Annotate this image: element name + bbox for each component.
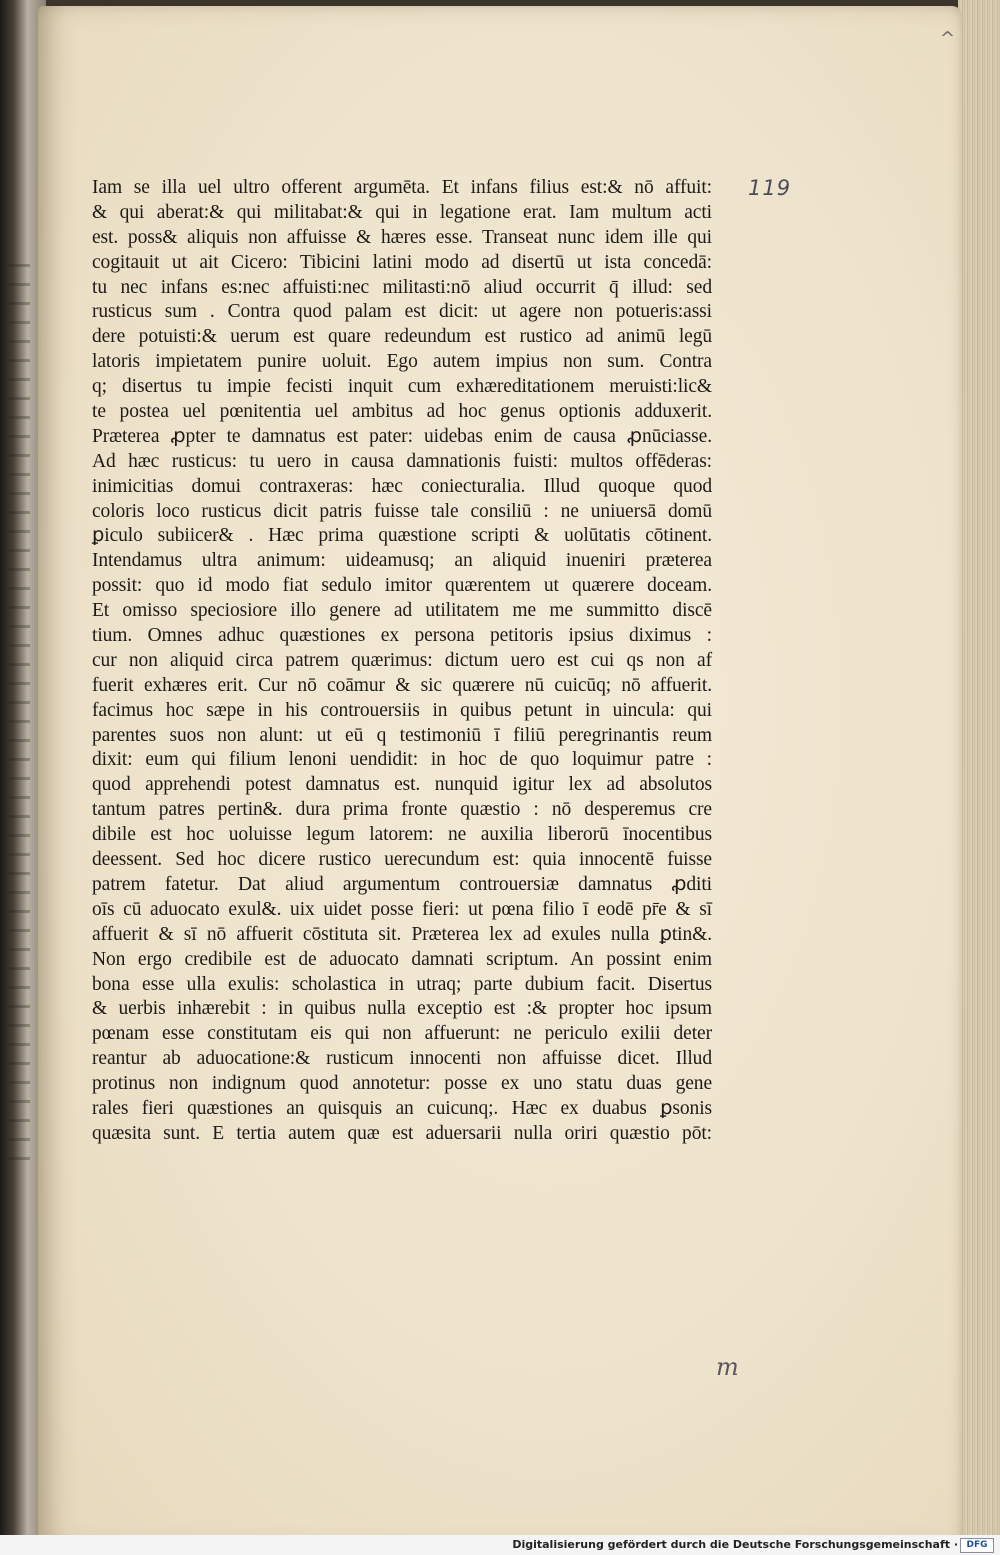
text-line: quæsita sunt. E tertia autem quæ est aduersarii nulla oriri quæstio pōt: xyxy=(92,1122,712,1144)
dfg-logo: DFG xyxy=(960,1538,994,1553)
text-line: facimus hoc sæpe in his controuersiis in quibus petunt in uincula: qui xyxy=(92,699,712,721)
text-line: inimicitias domui contraxeras: hæc coniecturalia. Illud quoque quod xyxy=(92,475,712,497)
previous-page-edge xyxy=(8,260,30,1160)
text-line: dibile est hoc uoluisse legum latorem: ne auxilia liberorū īnocentibus xyxy=(92,824,712,846)
text-line: possit: quo id modo fiat sedulo imitor quærentem ut quærere doceam. xyxy=(92,575,712,597)
text-line: tu nec infans es:nec affuisti:nec militasti:nō aliud occurrit q̄ illud: sed xyxy=(92,276,712,298)
text-line: Non ergo credibile est de aduocato damnati scriptum. An possint enim xyxy=(92,948,712,970)
text-line: Iam se illa uel ultro offerent argumēta. Et infans filius est:& nō affuit: xyxy=(92,177,712,198)
text-line: & uerbis inhærebit : in quibus nulla exceptio est :& propter hoc ipsum xyxy=(92,998,712,1020)
page-stack-edge xyxy=(958,0,1000,1555)
text-line: rusticus sum . Contra quod palam est dicit: ut agere non potueris:assi xyxy=(92,301,712,323)
text-line: Ad hæc rusticus: tu uero in causa damnationis fuisti: multos offēderas: xyxy=(92,450,712,472)
text-line: rales fieri quæstiones an quisquis an cuicunq;. Hæc ex duabus ꝑsonis xyxy=(92,1097,712,1119)
text-line: latoris impietatem punire uoluit. Ego autem impius non sum. Contra xyxy=(92,351,712,373)
folio-number: 119 xyxy=(748,176,792,200)
text-line: parentes suos non alunt: ut eū q testimoniū ī filiū peregrinantis reum xyxy=(92,724,712,746)
text-line: quod apprehendi potest damnatus est. nunquid igitur lex ad absolutos xyxy=(92,774,712,796)
text-line: coloris loco rusticus dicit patris fuisse tale consiliū : ne uniuersā domū xyxy=(92,500,712,522)
text-line: oīs cū aduocato exul&. uix uidet posse fieri: ut pœna filio ī eodē pr̄e & sī xyxy=(92,898,712,920)
corner-mark: ^ xyxy=(940,28,956,49)
signature-mark: m xyxy=(716,1353,739,1381)
text-line: cogitauit ut ait Cicero: Tibicini latini modo ad disertū ut ista concedā: xyxy=(92,251,712,273)
text-line: reantur ab aduocatione:& rusticum innocenti non affuisse dicet. Illud xyxy=(92,1048,712,1070)
text-line: patrem fatetur. Dat aliud argumentum controuersiæ damnatus ꝓditi xyxy=(92,873,712,895)
text-line: fuerit exhæres erit. Cur nō coāmur & sic quærere nū cuicūq; nō affuerit. xyxy=(92,674,712,696)
text-line: bona esse ulla exulis: scholastica in utraq; parte dubium facit. Disertus xyxy=(92,973,712,995)
text-line: tium. Omnes adhuc quæstiones ex persona petitoris ipsius diximus : xyxy=(92,625,712,647)
text-line: ꝑiculo subiicer& . Hæc prima quæstione scripti & uolūtatis cōtinent. xyxy=(92,525,712,547)
text-line: tantum patres pertin&. dura prima fronte quæstio : nō desperemus cre xyxy=(92,799,712,821)
text-line: deessent. Sed hoc dicere rustico uerecundum est: quia innocentē fuisse xyxy=(92,849,712,871)
text-line: est. poss& aliquis non affuisse & hæres esse. Transeat nunc idem ille qui xyxy=(92,226,712,248)
text-block xyxy=(92,176,712,1147)
text-line: Et omisso speciosiore illo genere ad utilitatem me me summitto discē xyxy=(92,600,712,622)
text-line: q; disertus tu impie fecisti inquit cum exhæreditationem meruisti:lic& xyxy=(92,376,712,398)
text-line: te postea uel pœnitentia uel ambitus ad hoc genus optionis adduxerit. xyxy=(92,401,712,423)
text-line: protinus non indignum quod annotetur: posse ex uno statu duas gene xyxy=(92,1073,712,1095)
text-line: dere potuisti:& uerum est quare redeundum est rustico ad animū legū xyxy=(92,326,712,348)
text-line: affuerit & sī nō affuerit cōstituta sit. Præterea lex ad exules nulla ꝑtin&. xyxy=(92,923,712,945)
text-line: & qui aberat:& qui militabat:& qui in legatione erat. Iam multum acti xyxy=(92,201,712,223)
text-line: pœnam esse constitutam eis qui non affuerunt: ne periculo exilii deter xyxy=(92,1023,712,1045)
funding-notice: Digitalisierung gefördert durch die Deutsche Forschungsgemeinschaft · xyxy=(512,1538,958,1551)
text-line: Intendamus ultra animum: uideamusq; an aliquid inueniri præterea xyxy=(92,550,712,572)
text-line: dixit: eum qui filium lenoni uendidit: in hoc de quo loquimur patre : xyxy=(92,749,712,771)
text-line: Præterea ꝓpter te damnatus est pater: uidebas enim de causa ꝓnūciasse. xyxy=(92,425,712,447)
text-line: cur non aliquid circa patrem quærimus: dictum uero est cui qs non af xyxy=(92,649,712,671)
